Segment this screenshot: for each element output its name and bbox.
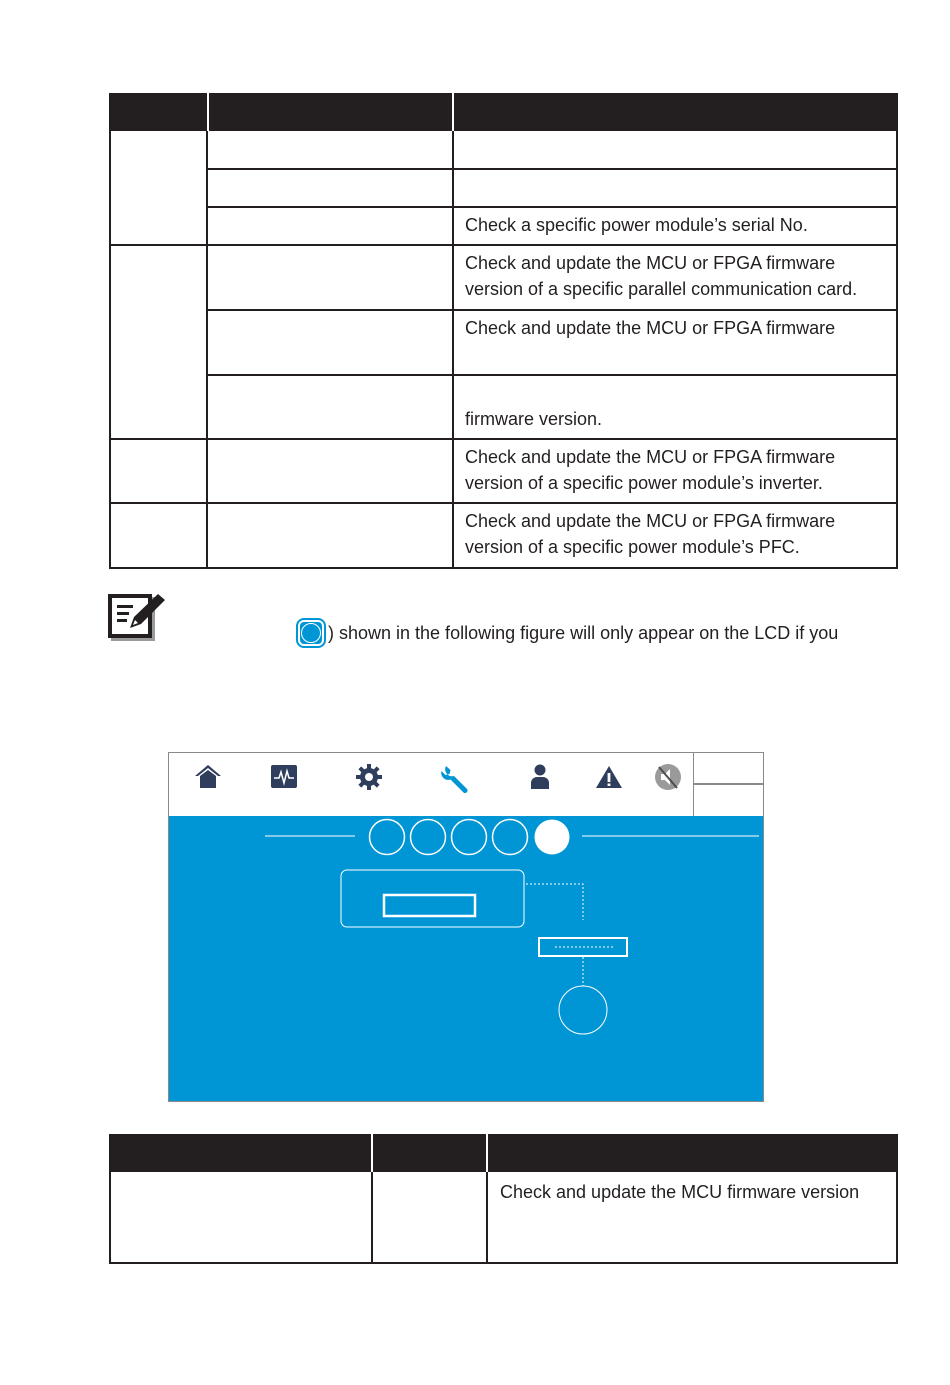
- monitor-icon[interactable]: [270, 763, 298, 791]
- connector-line: [526, 884, 583, 920]
- table-border: [109, 1262, 898, 1264]
- toolbar-corner-box: [693, 753, 763, 816]
- page-dot: [370, 820, 405, 855]
- node-circle: [559, 986, 607, 1034]
- table-header: [109, 1134, 898, 1172]
- row-description-line: version of a specific parallel communication card.: [465, 279, 858, 299]
- module-box: [384, 895, 475, 916]
- table-row: [454, 311, 896, 374]
- table-border: [109, 93, 111, 569]
- column-divider: [371, 1172, 373, 1264]
- header-divider: [452, 93, 454, 131]
- row-description-line: Check and update the MCU or FPGA firmware: [465, 447, 836, 467]
- table-border: [896, 93, 898, 569]
- lcd-diagram: [169, 816, 763, 1101]
- settings-icon[interactable]: [355, 763, 383, 791]
- firmware-info-table: [109, 93, 898, 569]
- table-row: [454, 170, 896, 206]
- table-row: [454, 131, 896, 168]
- table-row: [454, 246, 896, 309]
- firmware-update-table: [109, 1134, 898, 1264]
- table-row: [454, 504, 896, 567]
- alarm-icon[interactable]: [595, 763, 623, 791]
- home-icon[interactable]: [194, 763, 222, 791]
- page-dot: [411, 820, 446, 855]
- header-divider: [371, 1134, 373, 1172]
- row-description-line: [465, 380, 886, 406]
- table-header: [109, 93, 898, 131]
- lcd-content-area: [169, 816, 763, 1101]
- table-row: [454, 376, 896, 438]
- table-row: [454, 208, 896, 244]
- row-description-line: Check and update the MCU or FPGA firmware: [465, 511, 836, 531]
- page-dot: [493, 820, 528, 855]
- module-frame: [341, 870, 524, 927]
- lcd-toolbar: [169, 753, 763, 816]
- table-row: [488, 1176, 896, 1262]
- status-dot-icon: [298, 620, 324, 646]
- note-sentence: ) shown in the following figure will only appear on the LCD if you: [328, 623, 839, 643]
- page-dot: [452, 820, 487, 855]
- lcd-screen: [168, 752, 764, 1102]
- row-description: Check and update the MCU firmware version: [500, 1182, 860, 1202]
- table-row: [454, 440, 896, 502]
- page-dot-active: [535, 820, 570, 855]
- maintenance-icon[interactable]: [440, 763, 472, 795]
- header-divider: [486, 1134, 488, 1172]
- note-text: [298, 620, 898, 646]
- row-description-line: version of a specific power module’s PFC.: [465, 537, 800, 557]
- row-description-line: Check and update the MCU or FPGA firmware: [465, 253, 836, 273]
- table-border: [109, 567, 898, 569]
- row-description: Check a specific power module’s serial No.: [465, 215, 808, 235]
- table-border: [896, 1134, 898, 1264]
- note-pencil-icon: [108, 592, 168, 644]
- user-icon[interactable]: [526, 763, 554, 791]
- header-divider: [207, 93, 209, 131]
- mute-icon[interactable]: [654, 763, 682, 791]
- row-description-line: Check and update the MCU or FPGA firmware: [465, 318, 836, 338]
- table-border: [109, 1134, 111, 1264]
- row-description-line: version of a specific power module’s inverter.: [465, 473, 823, 493]
- row-description-line: firmware version.: [465, 409, 603, 429]
